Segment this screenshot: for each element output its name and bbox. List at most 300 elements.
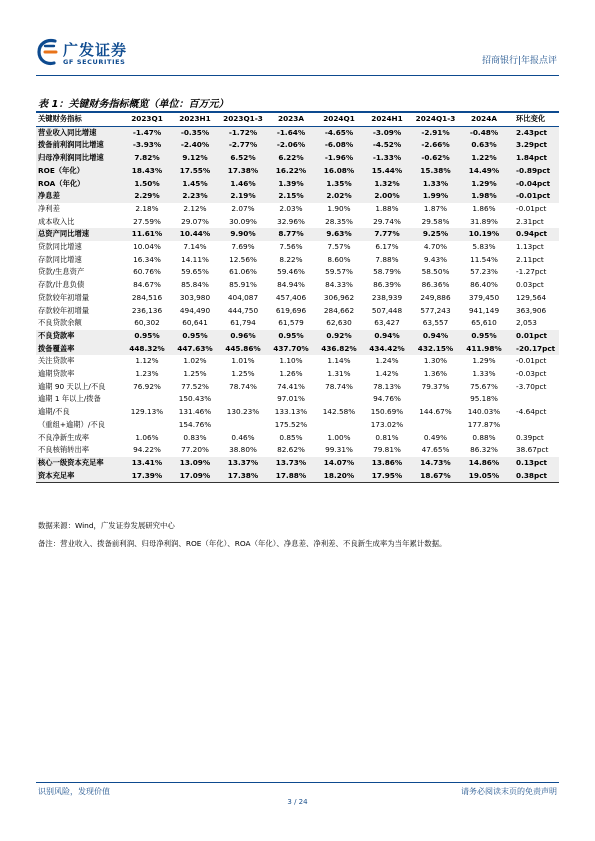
table-cell: 1.98% bbox=[460, 190, 508, 203]
table-cell: 94.76% bbox=[373, 394, 401, 404]
table-cell: 434.42% bbox=[363, 343, 411, 356]
table-cell: 6.22% bbox=[267, 152, 315, 165]
table-cell: 5.83% bbox=[472, 242, 496, 252]
table-cell: 1.22% bbox=[460, 152, 508, 165]
table-cell: 31.89% bbox=[470, 216, 498, 226]
table-cell: 19.05% bbox=[460, 470, 508, 483]
table-cell: 2.18% bbox=[135, 203, 159, 213]
table-cell: 1.45% bbox=[171, 178, 219, 191]
table-cell: 0.03pct bbox=[516, 280, 544, 290]
table-cell: 86.36% bbox=[421, 280, 450, 290]
table-cell: 58.50% bbox=[421, 267, 450, 277]
table-cell: 2.23% bbox=[171, 190, 219, 203]
row-label: 贷款较年初增量 bbox=[38, 292, 90, 302]
table-row bbox=[36, 228, 559, 241]
table-cell: 6.52% bbox=[219, 152, 267, 165]
table-cell: 30.09% bbox=[229, 216, 257, 226]
row-label: 逾期/不良 bbox=[38, 407, 70, 417]
table-cell: -1.64% bbox=[267, 126, 315, 139]
row-label: 资本充足率 bbox=[36, 470, 123, 483]
table-cell: 17.38% bbox=[219, 165, 267, 178]
table-cell: 60,302 bbox=[134, 318, 160, 328]
table-cell: 437.70% bbox=[267, 343, 315, 356]
table-cell: -1.72% bbox=[219, 126, 267, 139]
table-cell: 84.67% bbox=[133, 280, 161, 290]
table-cell: 2,053 bbox=[516, 318, 537, 328]
table-cell: 1.90% bbox=[327, 203, 351, 213]
table-cell: 32.96% bbox=[277, 216, 305, 226]
table-cell: 29.74% bbox=[373, 216, 401, 226]
table-cell: 0.96% bbox=[219, 330, 267, 343]
table-cell: 7.82% bbox=[123, 152, 171, 165]
table-cell: 29.58% bbox=[421, 216, 450, 226]
table-cell: 303,980 bbox=[179, 292, 211, 302]
table-cell: 65,610 bbox=[471, 318, 497, 328]
table-cell: 0.94pct bbox=[508, 228, 559, 241]
table-cell: 3.29pct bbox=[508, 139, 559, 152]
table-cell: 15.38% bbox=[411, 165, 460, 178]
table-cell bbox=[219, 393, 267, 406]
table-row bbox=[36, 216, 559, 229]
table-row bbox=[36, 470, 559, 483]
table-cell: 0.01pct bbox=[508, 330, 559, 343]
table-bottom-rule bbox=[36, 482, 559, 483]
table-cell: 2.29% bbox=[123, 190, 171, 203]
table-cell: 17.88% bbox=[267, 470, 315, 483]
table-cell: 0.13pct bbox=[508, 457, 559, 470]
page-number: 3 / 24 bbox=[287, 798, 308, 806]
table-cell: 7.57% bbox=[327, 242, 351, 252]
row-label: 净利差 bbox=[38, 203, 60, 213]
table-cell: 60.76% bbox=[133, 267, 161, 277]
table-cell: 306,962 bbox=[323, 292, 355, 302]
gf-securities-logo bbox=[36, 38, 136, 70]
row-label: 不良核销转出率 bbox=[38, 445, 90, 455]
table-cell: 38.67pct bbox=[516, 445, 549, 455]
table-cell: 142.58% bbox=[322, 407, 356, 417]
table-cell: 99.31% bbox=[325, 445, 353, 455]
table-cell: 0.92% bbox=[315, 330, 363, 343]
table-cell: 9.12% bbox=[171, 152, 219, 165]
table-row bbox=[36, 330, 559, 343]
table-cell: 78.74% bbox=[325, 381, 353, 391]
table-row bbox=[36, 432, 559, 445]
table-cell: 60,641 bbox=[182, 318, 208, 328]
table-note: 备注：营业收入、拨备前利润、归母净利润、ROE（年化）、ROA（年化）、净息差、净利差、不良新生成率为当年累计数据。 bbox=[38, 539, 447, 548]
table-cell: 82.62% bbox=[277, 445, 305, 455]
table-cell: 284,662 bbox=[323, 305, 355, 315]
table-cell: -0.89pct bbox=[508, 165, 559, 178]
table-row bbox=[36, 444, 559, 457]
row-label: 营业收入同比增速 bbox=[36, 126, 123, 139]
table-cell: 59.57% bbox=[325, 267, 353, 277]
table-cell: 7.77% bbox=[363, 228, 411, 241]
table-cell: 0.63% bbox=[460, 139, 508, 152]
table-cell: 61,794 bbox=[230, 318, 256, 328]
table-cell: -0.01pct bbox=[516, 203, 547, 213]
table-cell: 78.74% bbox=[229, 381, 257, 391]
table-row bbox=[36, 368, 559, 381]
table-cell: 2.02% bbox=[315, 190, 363, 203]
table-cell: 1.00% bbox=[327, 432, 351, 442]
table-cell: -1.96% bbox=[315, 152, 363, 165]
table-cell: 2.11pct bbox=[516, 254, 544, 264]
table-cell: 57.23% bbox=[470, 267, 498, 277]
table-cell: 14.73% bbox=[411, 457, 460, 470]
table-cell: 150.69% bbox=[370, 407, 404, 417]
table-cell: 28.35% bbox=[325, 216, 353, 226]
table-cell: 8.60% bbox=[327, 254, 351, 264]
table-cell: 38.80% bbox=[229, 445, 257, 455]
row-label: （重组+逾期）/不良 bbox=[38, 419, 105, 429]
table-cell: 1.12% bbox=[135, 356, 159, 366]
table-cell: 17.38% bbox=[219, 470, 267, 483]
table-row bbox=[36, 343, 559, 356]
table-cell: 457,406 bbox=[275, 292, 307, 302]
table-cell: 1.46% bbox=[219, 178, 267, 191]
table-cell: -4.65% bbox=[315, 126, 363, 139]
table-cell: -0.01pct bbox=[508, 190, 559, 203]
table-cell: 14.11% bbox=[181, 254, 209, 264]
table-cell: 9.25% bbox=[411, 228, 460, 241]
column-header: 环比变化 bbox=[508, 113, 559, 126]
table-cell: 2.07% bbox=[231, 203, 255, 213]
table-cell: 1.84pct bbox=[508, 152, 559, 165]
table-cell: 154.76% bbox=[178, 419, 212, 429]
table-row bbox=[36, 292, 559, 305]
table-cell bbox=[123, 419, 171, 432]
table-cell: 0.85% bbox=[279, 432, 303, 442]
table-cell: 1.31% bbox=[327, 369, 351, 379]
table-cell: 7.56% bbox=[279, 242, 303, 252]
table-cell: 76.92% bbox=[133, 381, 161, 391]
table-cell: 77.52% bbox=[181, 381, 209, 391]
table-cell: 77.20% bbox=[181, 445, 209, 455]
table-cell: 0.49% bbox=[423, 432, 448, 442]
data-source: 数据来源：Wind，广发证券发展研究中心 bbox=[38, 521, 175, 530]
table-cell: 2.03% bbox=[279, 203, 303, 213]
table-cell: 7.69% bbox=[231, 242, 255, 252]
table-cell: -2.91% bbox=[411, 126, 460, 139]
column-header: 2023A bbox=[267, 113, 315, 126]
table-cell: 16.08% bbox=[315, 165, 363, 178]
table-cell: 175.52% bbox=[274, 419, 308, 429]
table-cell: 444,750 bbox=[227, 305, 259, 315]
table-row bbox=[36, 266, 559, 279]
table-cell: 1.14% bbox=[327, 356, 351, 366]
column-header: 2023Q1 bbox=[123, 113, 171, 126]
table-header-row bbox=[36, 113, 559, 126]
table-cell: 0.83% bbox=[183, 432, 207, 442]
table-cell bbox=[508, 419, 559, 432]
table-cell: 14.07% bbox=[315, 457, 363, 470]
table-cell: 131.46% bbox=[178, 407, 212, 417]
table-row bbox=[36, 254, 559, 267]
gf-logo-mark-icon bbox=[36, 38, 60, 66]
table-cell: 59.65% bbox=[181, 267, 209, 277]
row-label: 关注贷款率 bbox=[38, 356, 75, 366]
table-cell: -0.04pct bbox=[508, 178, 559, 191]
table-cell: 74.41% bbox=[277, 381, 305, 391]
table-cell: 1.50% bbox=[123, 178, 171, 191]
table-cell: 2.15% bbox=[267, 190, 315, 203]
table-cell: 1.25% bbox=[231, 369, 255, 379]
table-cell: 14.86% bbox=[460, 457, 508, 470]
table-cell: -2.66% bbox=[411, 139, 460, 152]
row-label: 总资产同比增速 bbox=[36, 228, 123, 241]
table-cell: 6.17% bbox=[375, 242, 399, 252]
table-row bbox=[36, 279, 559, 292]
table-cell bbox=[315, 393, 363, 406]
table-cell: 1.29% bbox=[472, 356, 496, 366]
table-cell: 8.77% bbox=[267, 228, 315, 241]
table-cell: 14.49% bbox=[460, 165, 508, 178]
table-cell: 0.88% bbox=[472, 432, 496, 442]
table-cell bbox=[411, 419, 460, 432]
table-cell: 236,136 bbox=[131, 305, 163, 315]
table-cell: 10.44% bbox=[171, 228, 219, 241]
table-cell: 2.19% bbox=[219, 190, 267, 203]
table-cell: 47.65% bbox=[421, 445, 450, 455]
table-cell: 249,886 bbox=[420, 292, 451, 302]
table-cell: 133.13% bbox=[274, 407, 308, 417]
table-row bbox=[36, 457, 559, 470]
table-cell: 86.39% bbox=[373, 280, 401, 290]
table-cell: 0.95% bbox=[267, 330, 315, 343]
table-cell: 85.84% bbox=[181, 280, 209, 290]
table-cell: 363,906 bbox=[516, 305, 547, 315]
table-cell: 1.23% bbox=[135, 369, 159, 379]
table-cell: 0.95% bbox=[171, 330, 219, 343]
row-label: 贷款/生息资产 bbox=[38, 267, 85, 277]
table-cell bbox=[123, 393, 171, 406]
table-cell: 2.43pct bbox=[508, 126, 559, 139]
table-cell: 97.01% bbox=[277, 394, 305, 404]
table-cell: 448.32% bbox=[123, 343, 171, 356]
table-cell: 8.22% bbox=[279, 254, 303, 264]
logo-english-name: GF SECURITIES bbox=[63, 58, 126, 66]
table-cell: 0.46% bbox=[231, 432, 255, 442]
table-cell: 13.86% bbox=[363, 457, 411, 470]
table-cell: 4.70% bbox=[423, 242, 448, 252]
row-label: 不良贷款余额 bbox=[38, 318, 82, 328]
table-cell: 17.39% bbox=[123, 470, 171, 483]
table-cell: -4.64pct bbox=[516, 407, 547, 417]
table-cell: -0.48% bbox=[460, 126, 508, 139]
table-cell: 27.59% bbox=[133, 216, 161, 226]
table-cell: 0.94% bbox=[363, 330, 411, 343]
table-cell: 75.67% bbox=[470, 381, 498, 391]
table-cell: 140.03% bbox=[467, 407, 501, 417]
table-cell: 1.88% bbox=[375, 203, 399, 213]
table-cell: 18.67% bbox=[411, 470, 460, 483]
table-row bbox=[36, 241, 559, 254]
table-cell: -3.70pct bbox=[516, 381, 547, 391]
table-cell: -2.06% bbox=[267, 139, 315, 152]
table-row bbox=[36, 190, 559, 203]
table-cell: -1.27pct bbox=[516, 267, 547, 277]
table-cell: 79.81% bbox=[373, 445, 401, 455]
row-label: 不良净新生成率 bbox=[38, 432, 90, 442]
table-cell: 1.33% bbox=[411, 178, 460, 191]
table-cell: 11.61% bbox=[123, 228, 171, 241]
table-cell: 619,696 bbox=[275, 305, 307, 315]
table-cell: -0.62% bbox=[411, 152, 460, 165]
table-cell: 144.67% bbox=[419, 407, 452, 417]
table-cell: 15.44% bbox=[363, 165, 411, 178]
table-row bbox=[36, 305, 559, 318]
table-cell: 10.19% bbox=[460, 228, 508, 241]
table-cell: 1.10% bbox=[279, 356, 303, 366]
footer-disclaimer: 请务必阅读末页的免责声明 bbox=[461, 787, 557, 796]
footer-rule bbox=[36, 782, 559, 783]
table-row bbox=[36, 152, 559, 165]
table-cell: 1.01% bbox=[231, 356, 255, 366]
table-cell: 494,490 bbox=[179, 305, 211, 315]
table-cell: 9.63% bbox=[315, 228, 363, 241]
table-row bbox=[36, 203, 559, 216]
table-cell: 63,557 bbox=[422, 318, 449, 328]
logo-chinese-name: 广发证券 bbox=[63, 41, 128, 59]
row-label: 拨备前利润同比增速 bbox=[36, 139, 123, 152]
table-cell: 7.88% bbox=[375, 254, 399, 264]
table-cell: 150.43% bbox=[178, 394, 212, 404]
row-label: 存款同比增速 bbox=[38, 254, 82, 264]
table-cell: 1.06% bbox=[135, 432, 159, 442]
table-cell: 411.98% bbox=[460, 343, 508, 356]
table-cell: 17.09% bbox=[171, 470, 219, 483]
table-cell: 177.87% bbox=[467, 419, 501, 429]
financial-indicators-table bbox=[36, 113, 559, 482]
table-cell: 12.56% bbox=[229, 254, 257, 264]
table-cell: 1.35% bbox=[315, 178, 363, 191]
table-cell: 7.14% bbox=[183, 242, 207, 252]
table-cell: 436.82% bbox=[315, 343, 363, 356]
table-cell: 95.18% bbox=[470, 394, 498, 404]
table-cell: 129,564 bbox=[516, 292, 547, 302]
table-cell: 16.22% bbox=[267, 165, 315, 178]
table-cell: 284,516 bbox=[131, 292, 163, 302]
table-cell: 62,630 bbox=[326, 318, 352, 328]
table-cell: 1.24% bbox=[375, 356, 399, 366]
table-cell: 86.32% bbox=[470, 445, 498, 455]
table-row bbox=[36, 126, 559, 139]
header-rule bbox=[36, 75, 559, 76]
table-cell: 29.07% bbox=[181, 216, 209, 226]
table-cell: -0.03pct bbox=[516, 369, 547, 379]
row-label: ROA（年化） bbox=[36, 178, 123, 191]
table-cell: 941,149 bbox=[468, 305, 500, 315]
table-cell: 1.30% bbox=[423, 356, 448, 366]
table-row bbox=[36, 406, 559, 419]
table-cell: 2.31pct bbox=[516, 216, 544, 226]
document-title: 招商银行|年报点评 bbox=[481, 56, 557, 66]
row-label: ROE（年化） bbox=[36, 165, 123, 178]
table-cell: 17.95% bbox=[363, 470, 411, 483]
table-cell: -1.33% bbox=[363, 152, 411, 165]
table-cell: -6.08% bbox=[315, 139, 363, 152]
table-cell: 379,450 bbox=[468, 292, 500, 302]
table-cell: 86.40% bbox=[470, 280, 498, 290]
column-header: 2024Q1 bbox=[315, 113, 363, 126]
table-cell: 16.34% bbox=[133, 254, 161, 264]
table-cell: 13.09% bbox=[171, 457, 219, 470]
table-cell: 13.73% bbox=[267, 457, 315, 470]
table-cell: -0.01pct bbox=[516, 356, 547, 366]
column-header: 2024H1 bbox=[363, 113, 411, 126]
table-row bbox=[36, 355, 559, 368]
row-label: 逾期 90 天以上/不良 bbox=[38, 381, 106, 391]
row-label: 不良贷款率 bbox=[36, 330, 123, 343]
table-cell: 1.33% bbox=[472, 369, 496, 379]
column-header: 2024A bbox=[460, 113, 508, 126]
table-cell: 0.95% bbox=[460, 330, 508, 343]
table-cell: 1.32% bbox=[363, 178, 411, 191]
table-cell: 84.94% bbox=[277, 280, 305, 290]
table-cell: 1.36% bbox=[423, 369, 448, 379]
table-cell: 18.20% bbox=[315, 470, 363, 483]
table-cell: -3.93% bbox=[123, 139, 171, 152]
row-label: 净息差 bbox=[36, 190, 123, 203]
table-cell: 84.33% bbox=[325, 280, 353, 290]
table-cell: -4.52% bbox=[363, 139, 411, 152]
table-cell bbox=[315, 419, 363, 432]
table-cell: 507,448 bbox=[371, 305, 403, 315]
table-cell: 1.26% bbox=[279, 369, 303, 379]
table-cell: 11.54% bbox=[470, 254, 498, 264]
table-cell: -0.35% bbox=[171, 126, 219, 139]
table-caption: 表 1：关键财务指标概览（单位：百万元） bbox=[38, 99, 229, 110]
table-cell: 238,939 bbox=[371, 292, 403, 302]
table-cell: 79.37% bbox=[421, 381, 450, 391]
row-label: 贷款同比增速 bbox=[38, 242, 82, 252]
table-cell: 59.46% bbox=[277, 267, 305, 277]
table-cell: 577,243 bbox=[420, 305, 451, 315]
table-cell: 0.38pct bbox=[508, 470, 559, 483]
table-cell: 94.22% bbox=[133, 445, 161, 455]
table-cell: 63,427 bbox=[374, 318, 400, 328]
table-cell: 0.94% bbox=[411, 330, 460, 343]
table-cell: 1.29% bbox=[460, 178, 508, 191]
row-label: 逾期 1 年以上/拨备 bbox=[38, 394, 101, 404]
table-row bbox=[36, 317, 559, 330]
column-header: 2023Q1-3 bbox=[219, 113, 267, 126]
row-label: 拨备覆盖率 bbox=[36, 343, 123, 356]
column-header: 关键财务指标 bbox=[36, 113, 123, 126]
page-header bbox=[0, 0, 595, 78]
footer-slogan: 识别风险，发现价值 bbox=[38, 787, 110, 796]
column-header: 2023H1 bbox=[171, 113, 219, 126]
table-cell: 85.91% bbox=[229, 280, 257, 290]
row-label: 成本收入比 bbox=[38, 216, 75, 226]
table-cell: 13.37% bbox=[219, 457, 267, 470]
table-cell: 18.43% bbox=[123, 165, 171, 178]
table-cell: -2.77% bbox=[219, 139, 267, 152]
table-cell: 447.63% bbox=[171, 343, 219, 356]
table-cell: 1.86% bbox=[472, 203, 496, 213]
table-row bbox=[36, 381, 559, 394]
table-row bbox=[36, 393, 559, 406]
table-cell: 78.13% bbox=[373, 381, 401, 391]
table-row bbox=[36, 165, 559, 178]
column-header: 2024Q1-3 bbox=[411, 113, 460, 126]
table-cell: 61.06% bbox=[229, 267, 257, 277]
table-cell: 9.90% bbox=[219, 228, 267, 241]
table-cell: 173.02% bbox=[370, 419, 404, 429]
table-cell bbox=[219, 419, 267, 432]
table-cell: 1.42% bbox=[375, 369, 399, 379]
table-cell: 0.81% bbox=[375, 432, 399, 442]
